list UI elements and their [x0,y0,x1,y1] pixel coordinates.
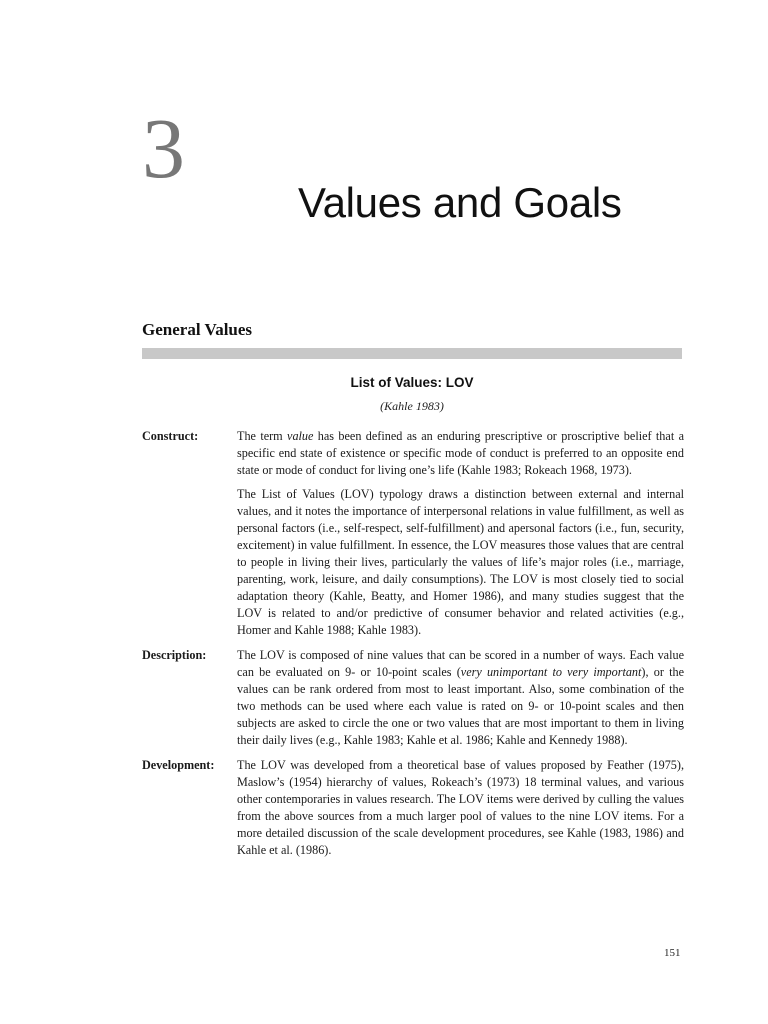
entry-body [237,757,684,859]
entry-label: Construct: [142,429,199,443]
scale-title: List of Values: LOV [350,375,474,390]
italic-text: value [287,429,314,443]
section-divider [142,348,682,359]
chapter-number: 3 [142,100,185,196]
text-run: The List of Values (LOV) typology draws a distinction between external and internal values, and it notes the importance of interpersonal relations in value fulfillment, as well as personal factors (i.e., self-respect, self-fulfillment) and apersonal factors (i.e., fun, security, excitement) in value fulfillment. In essence, the LOV measures those values that are central to people in living their lives, particularly the values of life’s major roles (i.e., marriage, parenting, work, leisure, and daily consumptions). The LOV is most closely tied to social adaptation theory (Kahle, Beatty, and Homer 1986), and many studies suggest that the LOV is related to and/or predictive of consumer behavior and related activities (e.g., Homer and Kahle 1988; Kahle 1983). [237,487,684,637]
italic-text: very unimportant to very important [460,665,642,679]
entry-paragraph [237,486,684,639]
entry-paragraph [237,647,684,749]
text-run: The term [237,429,288,443]
entry-label: Development: [142,758,215,772]
entry-development [142,757,684,859]
entry-body [237,647,684,749]
entry-label: Description: [142,648,207,662]
text-run: The LOV was developed from a theoretical base of values proposed by Feather (1975), Maslow’s (1954) hierarchy of values, Rokeach’s (1973) 18 terminal values, and various other contemporaries in values research. The LOV items were derived by culling the values from the above sources from a much larger pool of values to the nine LOV items. For a more detailed discussion of the scale development procedures, see Kahle (1983, 1986) and Kahle et al. (1986). [237,758,684,857]
page-number: 151 [664,947,681,959]
chapter-title: Values and Goals [298,179,622,226]
text-run: ), or the values can be rank ordered from most to least important. Also, some combination of the two methods can be used where each value is rated on 9- or 10-point scales and then subjects are asked to circle the one or two values that are most important to them in living their daily lives (e.g., Kahle 1983; Kahle et al. 1986; Kahle and Kennedy 1988). [237,665,684,747]
entry-list [142,428,684,867]
text-run: The LOV is composed of nine values that can be scored in a number of ways. Each value can be evaluated on 9- or 10-point scales ( [237,648,684,679]
entry-paragraph [237,428,684,479]
entry-construct [142,428,684,639]
entry-body [237,428,684,639]
scale-citation: (Kahle 1983) [380,399,444,413]
section-heading: General Values [142,320,253,339]
entry-paragraph [237,757,684,859]
entry-description [142,647,684,749]
text-run: has been defined as an enduring prescriptive or proscriptive belief that a specific end state of existence or specific mode of conduct is preferred to an opposite end state or mode of conduct for living one’s life (Kahle 1983; Rokeach 1968, 1973). [237,429,684,477]
